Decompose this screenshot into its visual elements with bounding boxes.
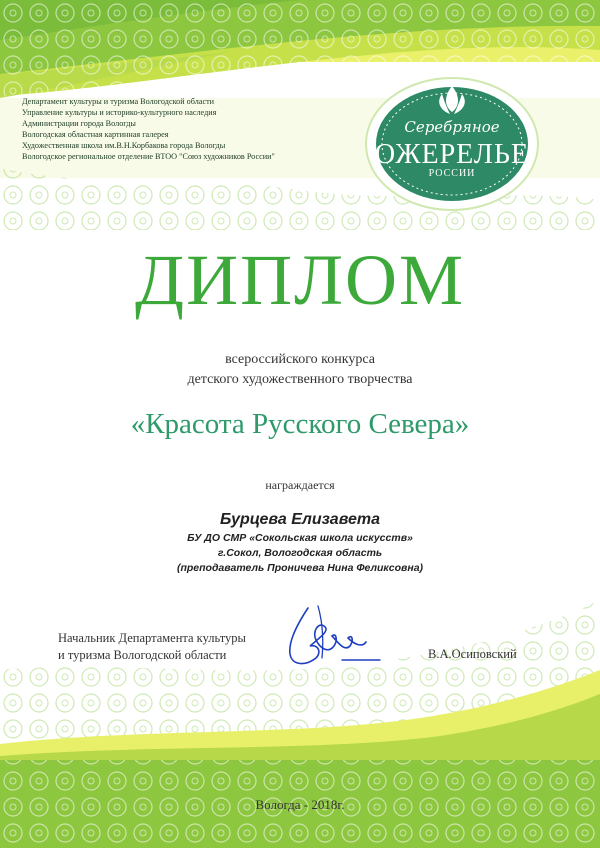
contest-name: «Красота Русского Севера» bbox=[130, 408, 470, 440]
diploma-title: ДИПЛОМ bbox=[135, 240, 465, 320]
winner-name: Бурцева Елизавета bbox=[220, 511, 380, 528]
subtitle-line-2: детского художественного творчества bbox=[187, 372, 413, 387]
winner-school: БУ ДО СМР «Сокольская школа искусств» bbox=[187, 532, 413, 544]
logo-main-text: ОЖЕРЕЛЬЕ bbox=[374, 139, 530, 170]
signatory-title bbox=[58, 630, 246, 664]
organizer-line: Художественная школа им.В.Н.Корбакова города Вологды bbox=[22, 141, 226, 150]
organizer-line: Администрации города Вологды bbox=[22, 119, 136, 128]
logo-top-text: Серебряное bbox=[404, 118, 500, 136]
signatory-title-line-2: и туризма Вологодской области bbox=[58, 648, 227, 662]
winner-location: г.Сокол, Вологодская область bbox=[217, 547, 383, 559]
footer-place-year: Вологда - 2018г. bbox=[255, 797, 345, 812]
organizers-list bbox=[22, 96, 362, 162]
subtitle-line-1: всероссийского конкурса bbox=[225, 352, 375, 367]
organizer-line: Вологодская областная картинная галерея bbox=[22, 130, 169, 139]
logo-sub-text: РОССИИ bbox=[428, 168, 476, 179]
organizer-line: Управление культуры и историко-культурного наследия bbox=[22, 108, 217, 117]
winner-teacher: (преподаватель Проничева Нина Феликсовна) bbox=[176, 562, 424, 574]
signature bbox=[282, 596, 384, 674]
signatory-title-line-1: Начальник Департамента культуры bbox=[58, 631, 246, 645]
signatory-name: В.А.Осиповский bbox=[428, 647, 517, 661]
organizer-line: Вологодское региональное отделение ВТОО "Союз художников России" bbox=[22, 152, 275, 161]
organizer-line: Департамент культуры и туризма Вологодской области bbox=[22, 97, 215, 106]
awarded-label: награждается bbox=[265, 478, 335, 492]
